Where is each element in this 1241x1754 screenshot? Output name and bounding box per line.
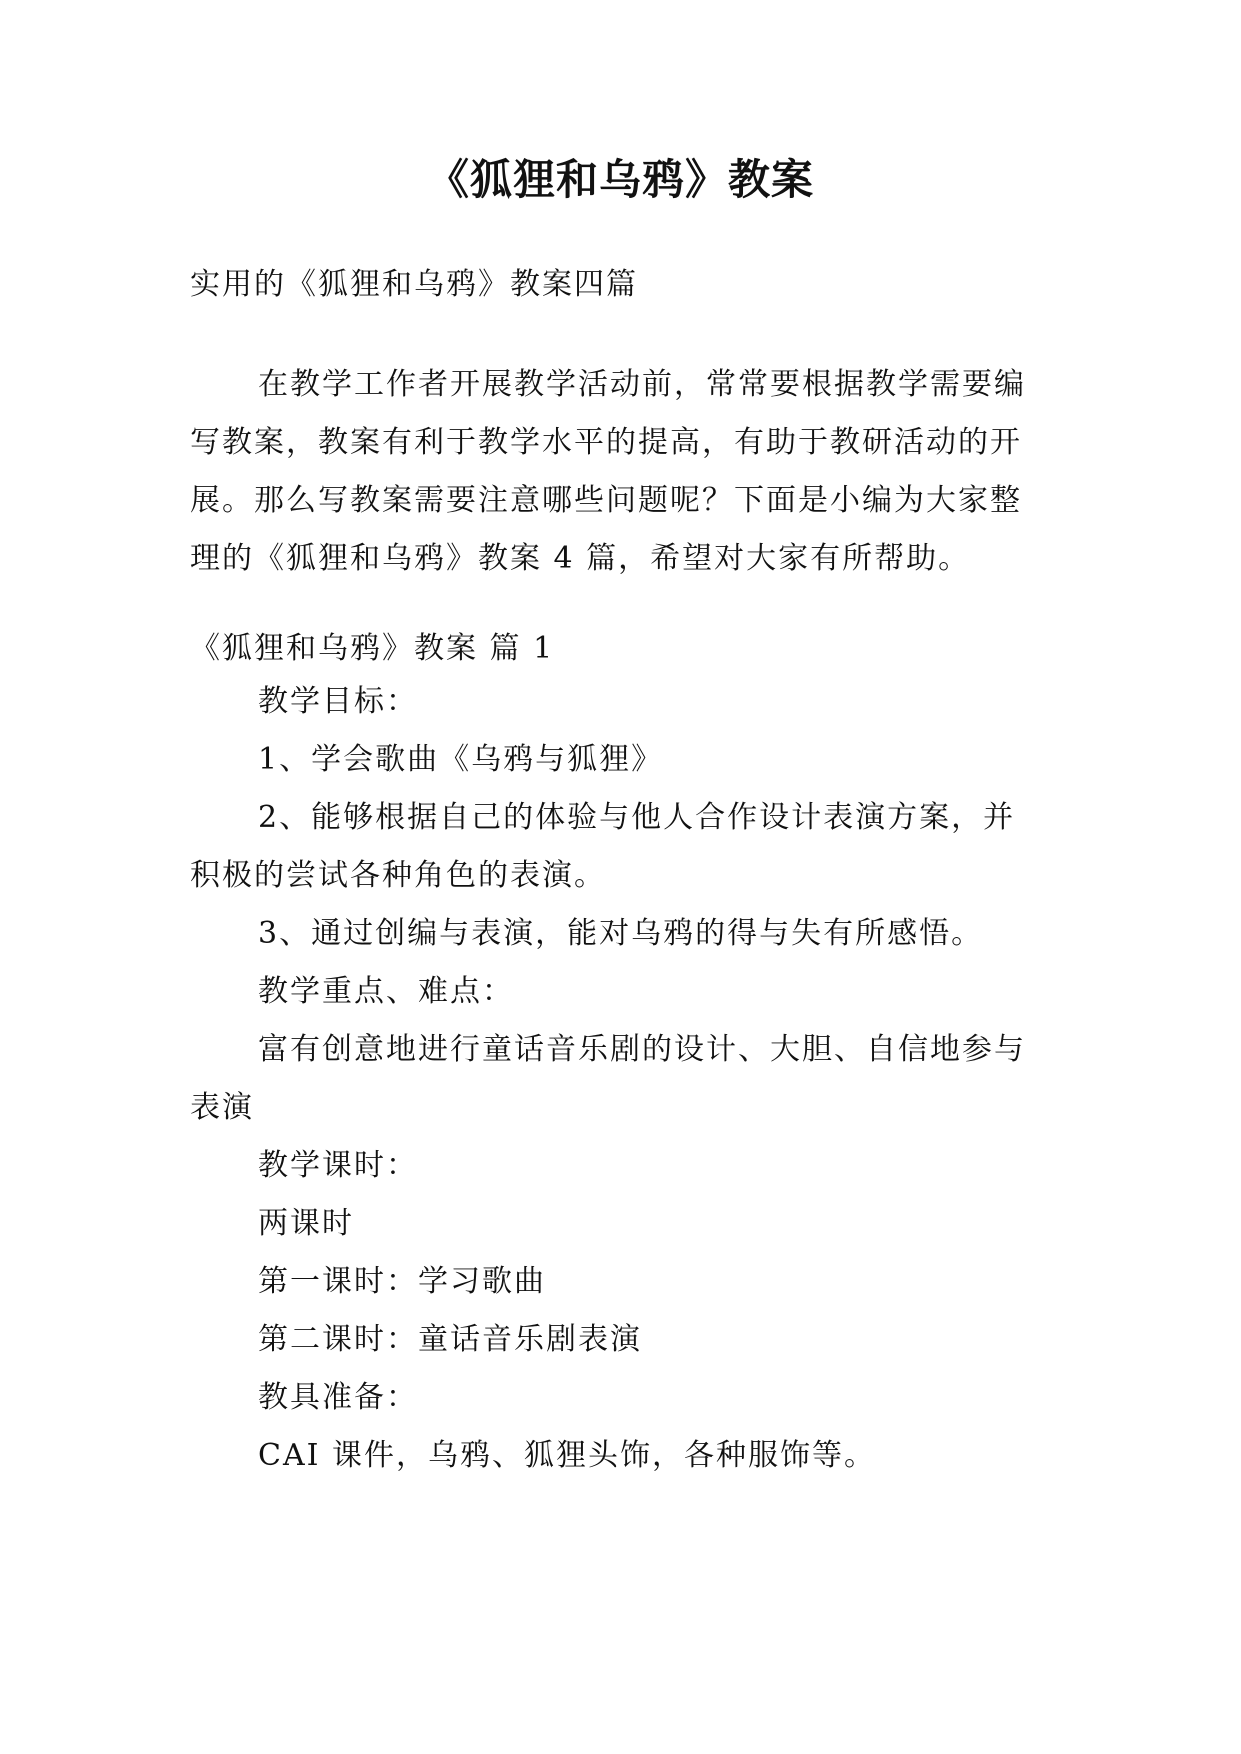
intro-paragraph — [190, 356, 1050, 588]
body-line: 表演 — [190, 1090, 254, 1125]
lesson-plan-body — [190, 673, 1050, 1485]
body-line: 积极的尝试各种角色的表演。 — [190, 858, 606, 893]
body-line: 教具准备： — [258, 1380, 418, 1415]
body-line: 3、通过创编与表演，能对乌鸦的得与失有所感悟。 — [258, 916, 984, 951]
body-line: 教学目标： — [258, 684, 418, 719]
intro-line: 理的《狐狸和乌鸦》教案 4 篇，希望对大家有所帮助。 — [190, 541, 971, 576]
body-line: 教学重点、难点： — [258, 974, 514, 1009]
body-line: 第一课时：学习歌曲 — [258, 1264, 546, 1299]
body-line: 教学课时： — [258, 1148, 418, 1183]
section-heading: 《狐狸和乌鸦》教案 篇 1 — [190, 631, 555, 666]
body-line: CAI 课件，乌鸦、狐狸头饰，各种服饰等。 — [258, 1438, 877, 1473]
body-line: 第二课时：童话音乐剧表演 — [258, 1322, 642, 1357]
document-title: 《狐狸和乌鸦》教案 — [426, 155, 814, 204]
intro-line: 写教案，教案有利于教学水平的提高，有助于教研活动的开 — [190, 425, 1022, 460]
body-line: 1、学会歌曲《乌鸦与狐狸》 — [258, 742, 664, 777]
body-line: 2、能够根据自己的体验与他人合作设计表演方案，并 — [258, 800, 1016, 835]
document-subtitle: 实用的《狐狸和乌鸦》教案四篇 — [190, 267, 638, 302]
body-line: 富有创意地进行童话音乐剧的设计、大胆、自信地参与 — [258, 1032, 1026, 1067]
body-line: 两课时 — [258, 1206, 354, 1241]
intro-line: 在教学工作者开展教学活动前，常常要根据教学需要编 — [258, 367, 1026, 402]
intro-line: 展。那么写教案需要注意哪些问题呢？下面是小编为大家整 — [190, 483, 1022, 518]
